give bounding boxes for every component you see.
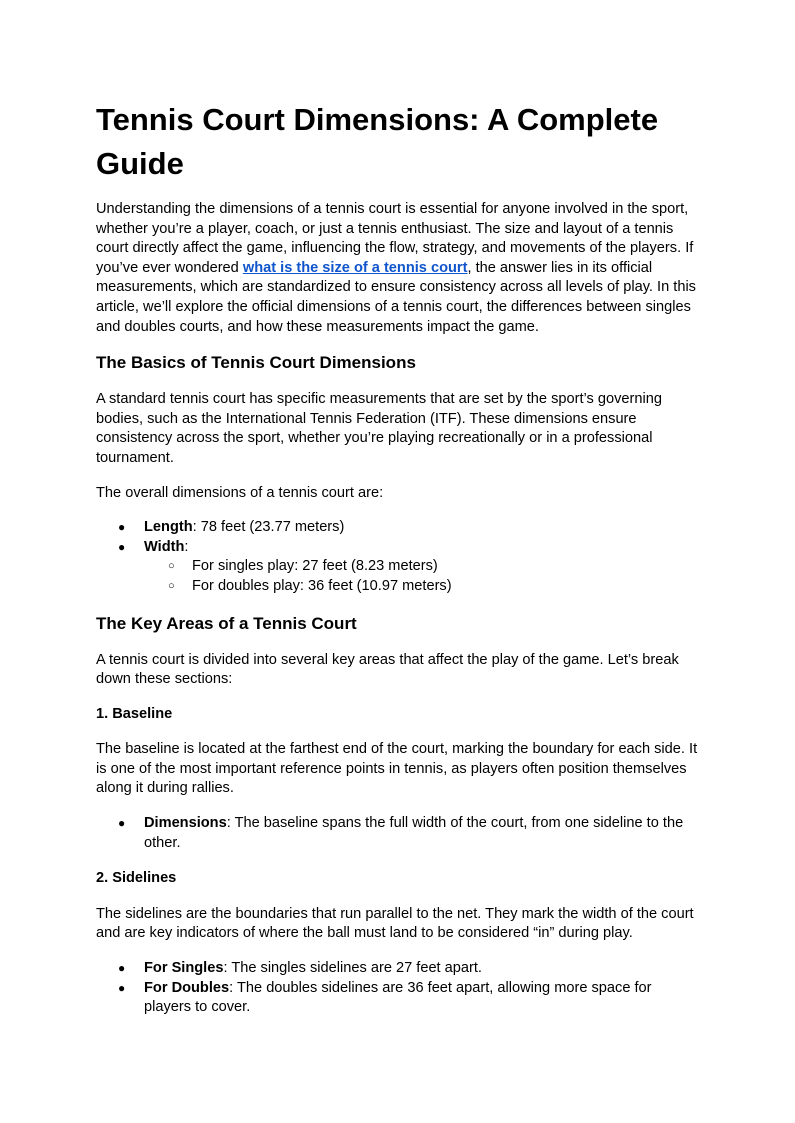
list-item-width [96,538,702,597]
intro-paragraph [96,200,702,337]
basics-paragraph: A standard tennis court has specific measurements that are set by the sport’s governing bodies, such as the International Tennis Federation (ITF). These dimensions ensure consistency across the sport, whether you’re playing recreationally or in a professional tournament. [96,391,662,466]
list-item-doubles [144,577,702,597]
overall-dimensions-intro: The overall dimensions of a tennis court are: [96,484,384,501]
sidelines-heading: 2. Sidelines [96,870,177,887]
doubles-sidelines-label: For Doubles [144,979,230,996]
singles-width-text: For singles play: 27 feet (8.23 meters) [192,558,438,575]
list-item-baseline-dimensions [96,814,702,853]
length-label: Length [144,519,193,536]
width-sublist [144,557,702,596]
bullet-icon: ● [118,816,126,831]
baseline-list [96,814,702,853]
width-label: Width [144,538,185,555]
document-page [96,98,702,1034]
hollow-bullet-icon: ○ [168,560,175,573]
baseline-paragraph: The baseline is located at the farthest end of the court, marking the boundary for each side. It is one of the most important reference points in tennis, as players often position themselves along it during rallies. [96,741,698,797]
list-item-singles [144,557,702,577]
bullet-icon: ● [118,980,126,995]
intro-text-before-link: Understanding the dimensions of a tennis court is essential for anyone involved in the sport, whether you’re a player, coach, or just a tennis enthusiast. The size and layout of a tennis court directly affect the game, influencing the flow, strategy, and movements of the players. If you’ve ever wondered [96,201,694,276]
singles-sidelines-value: : The singles sidelines are 27 feet apart. [223,960,482,977]
hollow-bullet-icon: ○ [168,579,175,592]
key-areas-intro: A tennis court is divided into several key areas that affect the play of the game. Let’s break down these sections: [96,651,679,688]
page-title: Tennis Court Dimensions: A Complete Guide [96,102,659,181]
list-item-length [96,518,702,538]
singles-sidelines-label: For Singles [144,960,224,977]
baseline-dimensions-label: Dimensions [144,815,227,832]
tennis-court-size-link[interactable]: what is the size of a tennis court [242,259,468,276]
intro-text-after-link: , the answer lies in its official measurements, which are standardized to ensure consistency across all levels of play. In this article, we’ll explore the official dimensions of a tennis court, the differences between singles and doubles courts, and how these measurements impact the game. [96,259,696,335]
sidelines-paragraph: The sidelines are the boundaries that run parallel to the net. They mark the width of the court and are key indicators of where the ball must land to be considered “in” during play. [96,905,694,942]
list-item-singles-sidelines [96,959,702,979]
doubles-width-text: For doubles play: 36 feet (10.97 meters) [192,577,452,594]
bullet-icon: ● [118,961,126,976]
width-value: : [184,538,189,555]
baseline-dimensions-value: : The baseline spans the full width of the court, from one sideline to the other. [144,815,684,851]
key-areas-heading: The Key Areas of a Tennis Court [96,613,357,633]
doubles-sidelines-value: : The doubles sidelines are 36 feet apart, allowing more space for players to cover. [144,979,652,1016]
length-value: : 78 feet (23.77 meters) [192,519,345,536]
dimensions-list [96,518,702,596]
baseline-heading: 1. Baseline [96,705,173,722]
list-item-doubles-sidelines [96,979,702,1018]
sidelines-list [96,959,702,1018]
bullet-icon: ● [118,539,126,554]
bullet-icon: ● [118,520,126,535]
basics-heading: The Basics of Tennis Court Dimensions [96,353,416,373]
